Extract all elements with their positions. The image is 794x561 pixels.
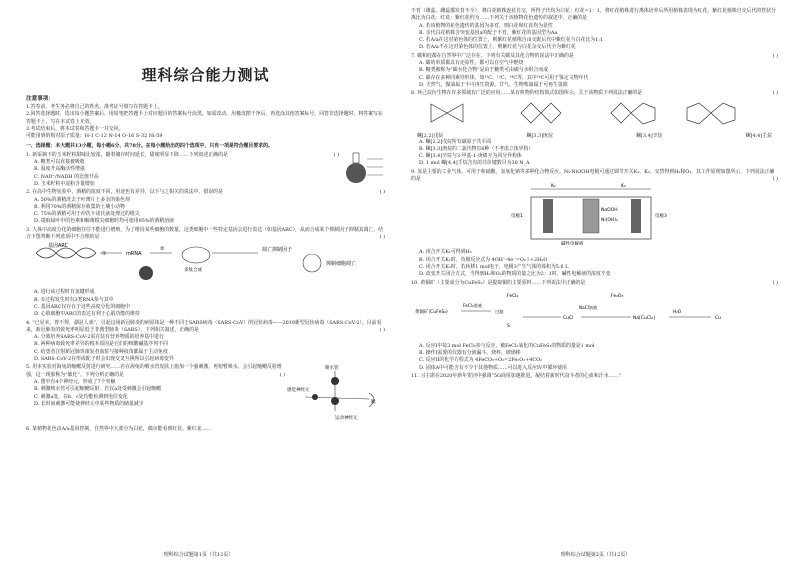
answer-paren: ( )	[379, 189, 385, 196]
q2-option-d: D. 提取绿叶中的色素和解离根尖细胞时均可使用95%的酒精溶液	[34, 218, 174, 225]
q9-option-d: D. 改变开关闭合方式，当得到H₂和O₂的物质的量之比为2：1时，碱性电解液的浓度不变	[419, 271, 611, 278]
footer-right: 理科综合试题第2页（共12页）	[560, 552, 631, 558]
fig9-k1: K₁	[551, 184, 556, 190]
question-7	[411, 53, 778, 89]
q8-option-b: B. 螺[3.3]庚烷的二氯代物有6种（不考虑立体异构）	[419, 145, 534, 152]
q9-option-c: C. 闭合开关K₂时，若转移1 mol电子，电极3产生气体的体积为5.6 L	[419, 263, 569, 270]
flow-h2o: H₂O	[673, 308, 682, 314]
q8-option-c: C. 螺[3.4]辛烷与3-甲基-1-庚烯互为同分异构体	[419, 153, 522, 160]
q6-option-d: D. 若A/a不在这对染色体的位置上，则紫红花与白花杂交后代全为紫红花	[419, 44, 576, 51]
q10-option-b: B. 操作I需要的仪器有分液漏斗、烧杯、玻璃棒	[419, 350, 521, 357]
q4-option-d: D. SARS-CoV-2在形成配子时会出现交叉互换所以引起病毒变异	[34, 356, 174, 363]
note-4: 可能用到的相对原子质量：H-1 C-12 N-14 O-16 S-32 Ni-59	[26, 133, 163, 140]
fig5-label-1: 喷水管	[325, 366, 339, 372]
q4-option-b: B. 两种病毒致死率差异的根本原因是它们的核酸碱基序列不同	[34, 341, 168, 348]
note-2: 2.回答选择题时，选出每小题答案后，用铅笔把答题卡上对应题目的答案标号涂黑。如需改动，用橡皮擦干净后，再选涂其他答案标号。回答非选择题时，将答案写在答题卡上，写在本试卷上无效。	[26, 111, 383, 125]
q8-option-d: D. 1 mol 螺[4.4]壬烷含有的共价键数目为30 N_A	[419, 160, 530, 167]
q2-option-a: A. 50%的酒精洗去子叶薄片上多余的染色剂	[34, 196, 130, 203]
notes-heading: 注意事项：	[26, 96, 54, 102]
fig5-label-4: 鳃	[371, 400, 376, 406]
q7-option-c: C. 碳存在多种同素异形体，如¹²C、¹³C、¹⁴C等，其中¹⁴C可用于鉴定文物年代	[419, 74, 589, 81]
q8-spiro-compounds-figure	[411, 98, 771, 128]
q5-neuron-figure	[285, 363, 385, 425]
fig3-step2-label: ②	[160, 246, 165, 253]
fig5-label-2: 感觉神经元	[287, 388, 310, 394]
q8-stem: 8. 环己烷衍生物在许多领域有广泛的应用……某有机物的结构简式如图所示，关于该物质下列说法正确的是	[411, 90, 643, 97]
fig9-k2: K₂	[621, 184, 626, 190]
fig3-mrna-label: mRNA	[126, 251, 142, 258]
q1-option-a: A. 糖类可以直接被吸收	[34, 159, 85, 166]
q1-flask-figure	[339, 151, 385, 187]
q6-option-a: A. 若该植物的花色遗传的基因为多对，则白花和红花均为显性	[419, 22, 553, 29]
q1-option-d: D. 玉米籽粒中淀粉含量增加	[34, 180, 95, 187]
question-8	[411, 90, 778, 167]
q4-option-c: C. 给患者注射新冠肺炎康复者血浆与接种疫苗都属于主动免疫	[34, 348, 168, 355]
exam-page-right	[397, 0, 794, 561]
flow-nacl: NaCl溶液	[579, 304, 598, 310]
q3-option-d: D. 心肌细胞中ARC的表达有利于心肌功能的维持	[34, 311, 140, 318]
fig3-gene-label: 基因ARC	[48, 243, 69, 250]
fig3-protein-label: 多肽合成	[184, 268, 202, 274]
q1-stem: 1. 新采摘下的玉米籽粒甜味比较浓，随着储存时间延长，甜度明显下降……下列叙述正确的是	[26, 151, 228, 158]
answer-paren: ( )	[772, 176, 778, 183]
q3-option-a: A. 进行该过程时有氢键形成	[34, 289, 95, 296]
mol-label-2: 螺[3.3]庚烷	[526, 132, 553, 139]
fig3-factor-label: 凋亡抑制因子	[262, 247, 293, 254]
question-3	[26, 227, 385, 319]
fig9-electrode-3: 电极3	[655, 214, 667, 220]
q10-flowchart-figure	[411, 287, 771, 339]
answer-paren: ( )	[772, 279, 778, 286]
question-5	[26, 363, 385, 425]
q7-option-b: B. 糖类被称为“碳水化合物”是由于糖类可由碳与水组合而成	[419, 67, 549, 74]
flow-fecl3: FeCl₃溶液	[463, 302, 482, 308]
q9-electrolysis-figure	[411, 183, 771, 245]
flow-ore: 黄铜矿(CuFeS₂)	[415, 309, 448, 315]
q6-stem: 6. 某植物花色由A/a基因控制，自然界中大部分为白花，偶尔能看到红花、紫红花……	[26, 426, 212, 433]
q7-stem: 7. 碳和硅都在自然界中广泛存在，下列有关碳及其化合物的说法中正确的是	[411, 52, 574, 59]
exam-title: 理科综合能力测试	[141, 66, 270, 84]
answer-paren: ( )	[279, 371, 285, 378]
q5-option-b: B. 刺激喷水管可引起缩鳃反射，若仅a处受刺激会引起缩鳃	[34, 386, 161, 393]
flow-fecl2: FeCl₂	[507, 293, 519, 299]
flow-cucl: CuCl	[563, 315, 574, 321]
section-1-heading: 一、选择题：本大题共13小题，每小题6分，共78分。在每小题给出的四个选项中，只有一项是符合题目要求的。	[26, 143, 273, 150]
fig9-nioh2: Ni(OH)₂	[601, 218, 618, 224]
answer-paren: ( )	[772, 52, 778, 59]
q7-option-a: A. 碳的单质都具有还原性，都可以在空气中燃烧	[419, 60, 524, 67]
question-10	[411, 280, 778, 372]
q5-option-c: C. 刺激a处，在b、c处均能检测到电位变化	[34, 393, 128, 400]
q5-stem: 5. 用本实验对海兔的缩鳃反射进行研究……若在海兔的喷水管皮肤上施加一个强刺激，再短暂喷水，会引起缩鳃反射增强，这一现象称为“敏化”。下列分析正确的是	[26, 364, 282, 378]
flow-filter: 过滤	[495, 308, 504, 314]
q3-option-c: C. 基因ARC仅存在于这些高度分化的细胞中	[34, 303, 130, 310]
answer-paren: ( )	[333, 151, 339, 158]
fig5-label-3: 运动神经元	[335, 416, 358, 422]
answer-paren: ( )	[379, 234, 385, 241]
q2-option-c: C. 75%的酒精可用于冲洗卡诺氏液处理过的根尖	[34, 211, 140, 218]
fig3-inhibit-label: 抑制细胞凋亡	[326, 261, 357, 268]
q2-stem: 2. 在高中生物实验中，酒精的浓度不同，用途也有差异，以下与之相关的说法中，错误的是	[26, 189, 223, 196]
q6-continued: 不育（雄蕊、雌蕊都发育不全），将白花植株连花自交，所得子代均为白花：红花=1：1，将红花植株进行离体培养后所用植株表现为红花，紫红花植株自交后代的性状分离比为白花：红花：紫红花约为……下列关于该植物花色遗传的叙述中，正确的是	[411, 8, 776, 22]
q8-option-a: A. 螺[2.2]戊烷所有碳原子共平面	[419, 138, 492, 145]
q1-option-b: B. 温度升高酶活性增强	[34, 166, 85, 173]
fig9-naooh: NaOOH	[601, 208, 618, 214]
flow-nacucl2: Na[CuCl₂]	[633, 315, 655, 321]
q9-option-b: B. 闭合开关K₁时，负极反应式为 4OH⁻-4e⁻=O₂↑+2H₂O	[419, 256, 548, 263]
fig9-electrode-1: 电极1	[511, 214, 523, 220]
q10-stem: 10. 黄铜矿（主要成分为CuFeS₂）是提取铜的主要原料……下列说法中正确的是	[411, 279, 586, 286]
q6-option-b: B. 亲代白花植株含突变基因a的配子不育，紫红花的基因型为Aa	[419, 29, 558, 36]
answer-paren: ( )	[772, 90, 778, 97]
q8-molecule-labels	[411, 132, 778, 139]
q5-option-a: A. 图中有4个神经元，形成了7个突触	[34, 378, 116, 385]
mol-label-1: 螺[2.2]戊烷	[417, 132, 444, 139]
q10-option-a: A. 反应I中每3 mol FeCl₃参与反应，被FeCl₃氧化的CuFeS₂的物质的量是1 mol	[419, 342, 595, 349]
q3-stem: 3. 人体中高度分化的细胞往往不能进行增殖，为了维持某些细胞的数量，这类细胞中一些特定基因会进行表达（如基因ARC），从而合成某个抑制因子抑制其凋亡。结合下图判断下列选项中不合理的是	[26, 226, 384, 241]
question-2	[26, 189, 385, 225]
note-3: 3.考试结束后，将本试卷和答题卡一并交回。	[26, 125, 124, 132]
answer-paren: ( )	[379, 326, 385, 333]
question-4	[26, 320, 385, 364]
q1-option-c: C. NAD⁺/NADH 的比值升高	[34, 173, 99, 180]
fig3-step1-label: ①	[102, 251, 107, 258]
q2-option-b: B. 利用70%的酒精保存收集的土壤小动物	[34, 203, 125, 210]
q9-option-a: A. 闭合开关K₁可得到H₂	[419, 249, 472, 256]
q11-stem: 11. 习主席在2020年新年贺词中强调“5G商用加速推进，凝结着新时代奋斗者的心血和汗水……”	[411, 373, 621, 380]
flow-cu: Cu	[715, 315, 721, 321]
q10-option-c: C. 反应II的化学方程式为 4FeCO₃+O₂=2Fe₂O₃+4CO₂	[419, 357, 543, 364]
footer-left: 理科综合试题第1页（共12页）	[163, 552, 234, 558]
q9-stem: 9. 氢是主要的工业气体，可用于和硝酸、氢氧化钠等多种化合物反应。Ni-NiOOH电极可通过调节开关K₁、K₂，交替得到H₂和O₂，其工作原理如图所示，下列说法正确的是	[411, 168, 775, 183]
fig9-electrolyte: 碱性电解液	[561, 242, 584, 246]
q4-option-a: A. 分离培养SARS-CoV-2需在装有营养物质的培养基中进行	[34, 334, 164, 341]
mol-label-3: 螺[3.4]辛烷	[636, 132, 663, 139]
question-9	[411, 169, 778, 279]
q7-option-d: D. 天然气、煤油属于不可再生资源，甘气、生物柴油属于可再生资源	[419, 81, 568, 88]
q6-option-c: C. 若A/a在这对染色体的位置上，则紫红花植株自由交配后代中紫红花与白花比为1:1	[419, 37, 604, 44]
q5-option-d: D. 长时间刺激可能使神经元中某些物质的储量减少	[34, 400, 144, 407]
q3-gene-expression-figure	[26, 241, 366, 285]
q3-option-b: B. ①过程发生时有3类RNA参与其中	[34, 296, 114, 303]
flow-fe2o3: Fe₂O₃	[611, 293, 624, 299]
q4-stem: 4. “已见未，曾不得，湖是人戏”，引起这场新冠肺炎的病原体是一种不同于SARS病毒（SARS-CoV）的冠状病毒——2019新型冠状病毒（SARS-CoV-2）。目前看来，新冠肺炎的致死率明显低于非典型肺炎（SARS）。下列相关叙述，正确的是	[26, 319, 382, 333]
question-1	[26, 151, 385, 188]
flow-s: S	[507, 323, 510, 329]
q10-option-d: D. 固体A中可能含有不少于其他物质……可以进入反应IV中循环使用	[419, 364, 567, 371]
note-1: 1.答卷前，考生务必将自己的姓名、准考证号填写在答题卡上。	[26, 104, 163, 110]
mol-label-4: 螺[4.4]壬烷	[745, 132, 772, 139]
